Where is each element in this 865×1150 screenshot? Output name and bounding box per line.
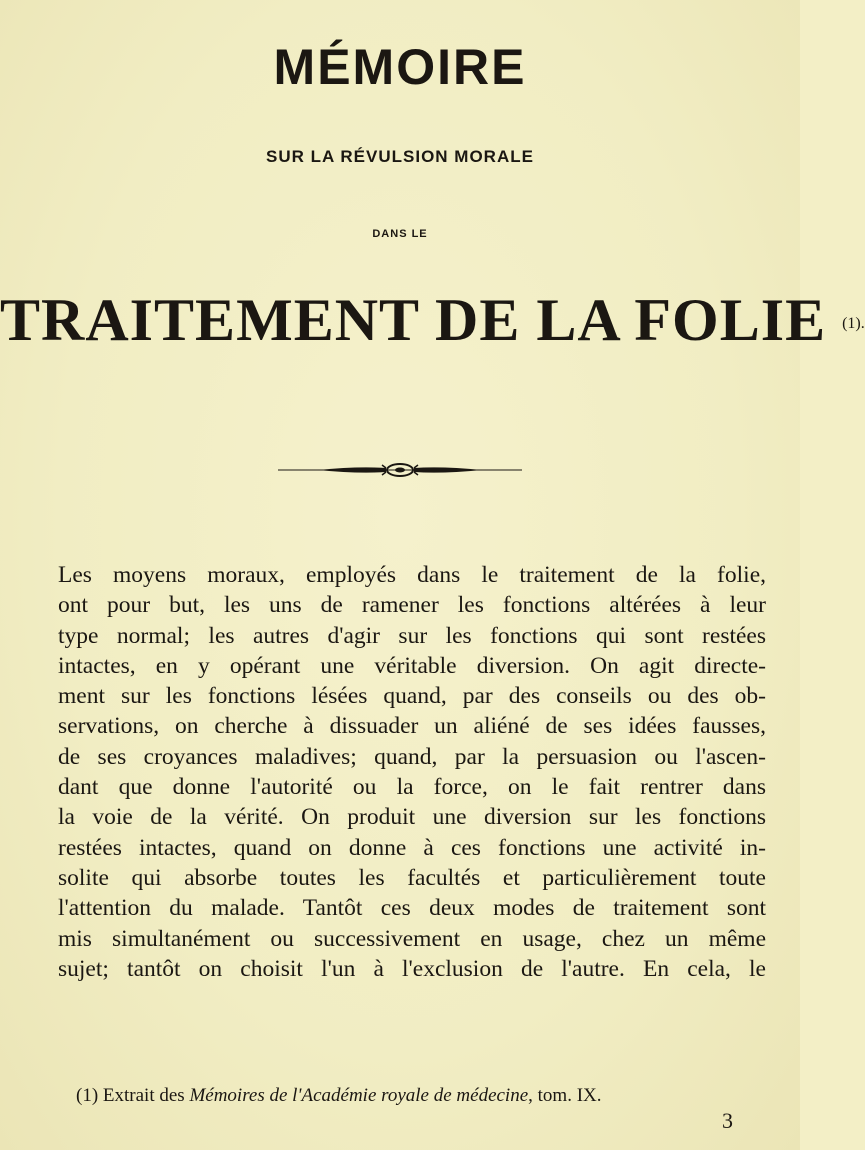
footnote-suffix: , tom. IX. <box>528 1085 602 1106</box>
footnote-source: Mémoires de l'Académie royale de médecine <box>189 1085 529 1106</box>
footnote <box>76 1085 776 1107</box>
text-line: intactes, en y opérant une véritable diversion. On agit directe- <box>58 652 766 679</box>
text-line: Les moyens moraux, employés dans le traitement de la folie, <box>58 562 766 588</box>
text-line: servations, on cherche à dissuader un aliéné de ses idées fausses, <box>58 713 766 740</box>
text-line: type normal; les autres d'agir sur les fonctions qui sont restées <box>58 622 766 649</box>
body-paragraph <box>58 560 766 984</box>
footnote-prefix: (1) Extrait des <box>76 1085 190 1106</box>
text-line: la voie de la vérité. On produit une diversion sur les fonctions <box>58 804 766 831</box>
text-line: ment sur les fonctions lésées quand, par des conseils ou des ob- <box>58 683 766 710</box>
footnote-reference: (1). <box>842 315 865 332</box>
main-title-text: TRAITEMENT DE LA FOLIE <box>0 287 827 353</box>
text-line: de ses croyances maladives; quand, par la persuasion ou l'ascen- <box>58 743 766 770</box>
page-title: MÉMOIRE <box>273 39 527 95</box>
text-line: dant que donne l'autorité ou la force, on le fait rentrer dans <box>58 774 766 801</box>
signature-mark: 3 <box>722 1108 733 1133</box>
text-line: solite qui absorbe toutes les facultés et particulièrement toute <box>58 864 766 891</box>
text-line: l'attention du malade. Tantôt ces deux modes de traitement sont <box>58 895 766 922</box>
text-line: ont pour but, les uns de ramener les fonctions altérées à leur <box>58 592 766 619</box>
text-line: mis simultanément ou successivement en usage, chez un même <box>58 925 766 952</box>
ornament-divider-icon <box>278 460 522 480</box>
main-title <box>0 286 865 355</box>
title-connector: DANS LE <box>372 228 428 240</box>
text-line: sujet; tantôt on choisit l'un à l'exclusion de l'autre. En cela, le <box>58 955 766 982</box>
text-line: restées intactes, quand on donne à ces fonctions une activité in- <box>58 834 766 861</box>
subtitle: SUR LA RÉVULSION MORALE <box>266 147 534 166</box>
